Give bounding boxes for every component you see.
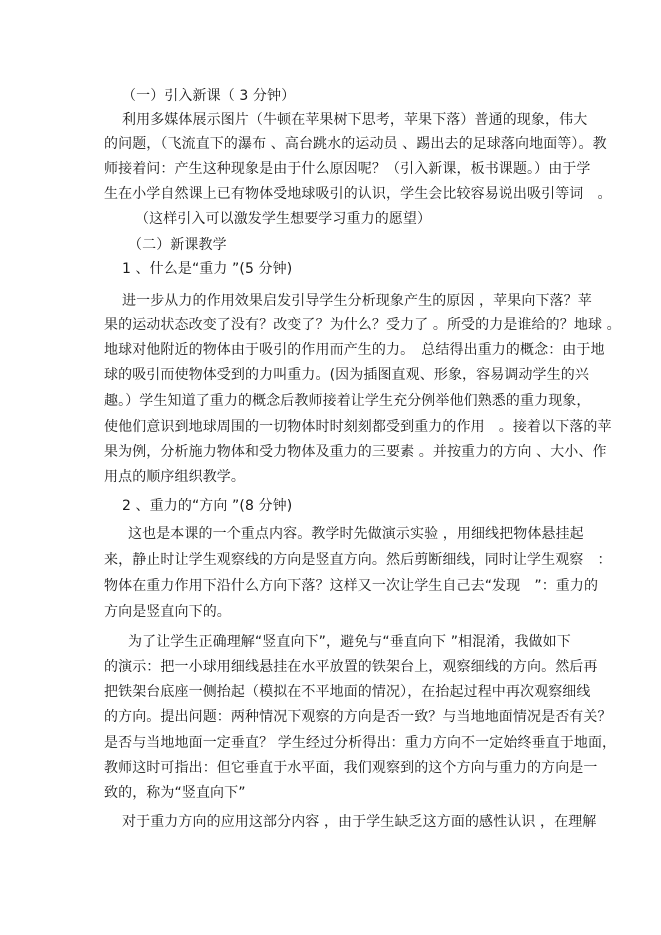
paragraph-line: 这也是本课的一个重点内容。教学时先做演示实验 ，用细线把物体悬挂起 [128,526,584,542]
paragraph-line: 的问题，（飞流直下的瀑布 、高台跳水的运动员 、踢出去的足球落向地面等）。教 [104,136,607,152]
paragraph-line: 为了让学生正确理解“竖直向下”，避免与“垂直向下 ”相混淆，我做如下 [128,634,571,650]
paragraph-line: 趣。）学生知道了重力的概念后教师接着让学生充分例举他们熟悉的重力现象， [104,393,591,409]
paragraph-line: 师接着问：产生这种现象是由于什么原因呢？（引入新课，板书课题。）由于学 [104,161,591,177]
paragraph-line: 使他们意识到地球周围的一切物体时时刻刻都受到重力的作用 。接着以下落的苹 [104,419,612,435]
paragraph-line: 来，静止时让学生观察线的方向是竖直方向。然后剪断细线，同时让学生观察 ： [104,552,612,568]
paragraph-line: 方向是竖直向下的。 [104,604,231,620]
paragraph-line: 的演示：把一小球用细线悬挂在水平放置的铁架台上，观察细线的方向。然后再 [104,659,598,675]
paragraph-line: 生在小学自然课上已有物体受地球吸引的认识，学生会比较容易说出吸引等词 。 [104,186,612,202]
paragraph-line: 物体在重力作用下沿什么方向下落？这样又一次让学生自己去“发现 ”：重力的 [104,578,599,594]
paragraph-line: 对于重力方向的应用这部分内容 ，由于学生缺乏这方面的感性认识 ，在理解 [122,814,597,830]
paragraph-line: 果的运动状态改变了没有？改变了？为什么？受力了 。所受的力是谁给的？地球 。 [104,317,621,333]
paragraph-line: 把铁架台底座一侧抬起（模拟在不平地面的情况），在抬起过程中再次观察细线 [104,684,591,700]
paragraph-line: 地球对他附近的物体由于吸引的作用而产生的力。 总结得出重力的概念：由于地 [104,342,605,358]
paragraph-line: 致的，称为“竖直向下” [104,785,246,801]
paragraph-line: 用点的顺序组织教学。 [104,469,245,485]
paragraph-line: 球的吸引而使物体受到的力叫重力。(因为插图直观、形象，容易调动学生的兴 [104,367,589,383]
paragraph-line: 进一步从力的作用效果启发引导学生分析现象产生的原因 ，苹果向下落？苹 [122,293,592,309]
paragraph-line: （这样引入可以激发学生想要学习重力的愿望） [135,211,432,227]
heading-intro: （一）引入新课（ 3 分钟） [122,88,296,104]
paragraph-line: 果为例，分析施力物体和受力物体及重力的三要素 。并按重力的方向 、大小、作 [104,444,607,460]
subheading-gravity-direction: 2 、重力的“方向 ”(8 分钟) [122,498,293,514]
paragraph-line: 的方向。提出问题：两种情况下观察的方向是否一致？与当地地面情况是否有关？ [104,709,612,725]
paragraph-line: 教师这时可指出：但它垂直于水平面，我们观察到的这个方向与重力的方向是一 [104,760,598,776]
heading-new-lesson: （二）新课教学 [128,237,227,253]
subheading-what-is-gravity: 1 、什么是“重力 ”(5 分钟) [122,261,293,277]
paragraph-line: 利用多媒体展示图片（牛顿在苹果树下思考，苹果下落）普通的现象，伟大 [122,112,588,128]
paragraph-line: 是否与当地地面一定垂直？ 学生经过分析得出：重力方向不一定始终垂直于地面， [104,735,617,751]
